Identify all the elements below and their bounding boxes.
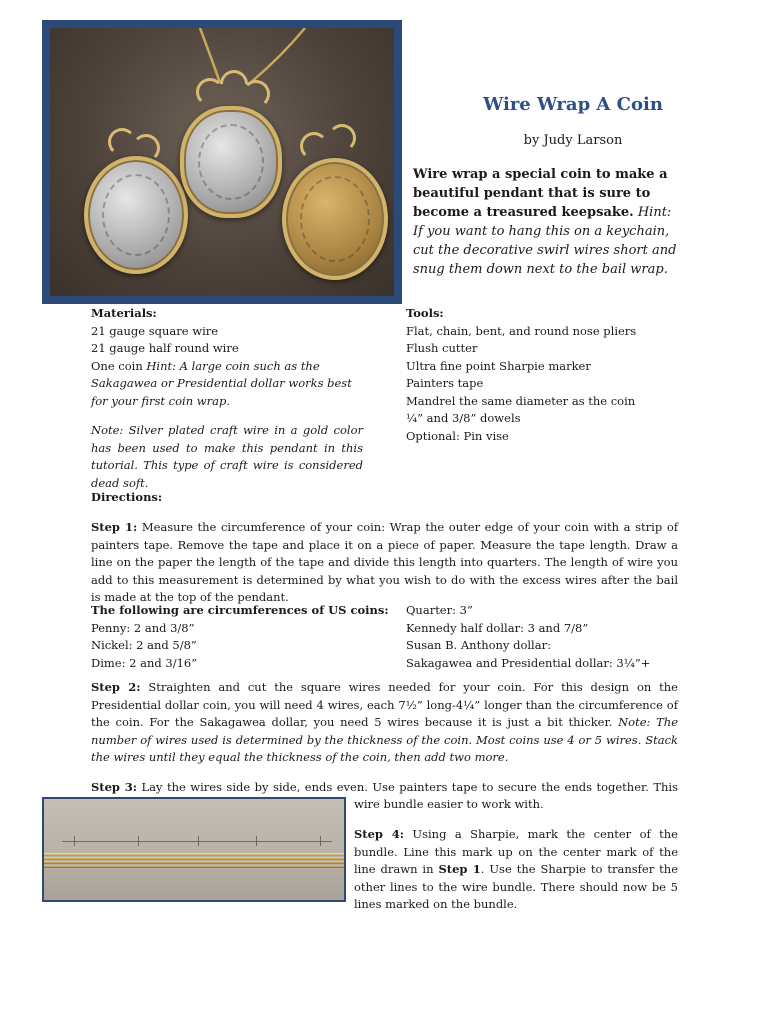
step-3-continued: wire bundle easier to work with. xyxy=(354,797,544,811)
materials-note-text: Silver plated craft wire in a gold color has been used to make this pendant in this tutorial. This type of craft wire is considered dead soft. xyxy=(91,423,363,490)
line-mark xyxy=(198,836,199,846)
line-mark xyxy=(256,836,257,846)
photo-background xyxy=(50,28,394,296)
step-4 xyxy=(354,826,678,914)
materials-heading: Materials: xyxy=(91,306,157,320)
wire-bundle-photo xyxy=(42,797,346,902)
intro-text: Wire wrap a special coin to make a beautiful pendant that is sure to become a treasured keepsake. xyxy=(413,167,668,220)
tools-section xyxy=(406,305,706,445)
gold-coin-pendant xyxy=(282,158,388,280)
tools-item: ¼” and 3/8” dowels xyxy=(406,411,521,425)
intro-hint-text: If you want to hang this on a keychain, cut the decorative swirl wires short and snug them down next to the bail wrap. xyxy=(413,224,677,277)
swirl-icon xyxy=(132,134,160,162)
coin-size: Quarter: 3” xyxy=(406,603,473,617)
coin-size: Nickel: 2 and 5/8” xyxy=(91,638,197,652)
wire-strand xyxy=(44,861,344,864)
wire-strand xyxy=(44,853,344,856)
materials-item: 21 gauge half round wire xyxy=(91,341,239,355)
photo-background xyxy=(44,799,344,900)
step-2-label: Step 2: xyxy=(91,680,141,694)
step-4-text-end: . Use the Sharpie to transfer the other lines to the wire bundle. There should now be 5 lines marked on the bundle. xyxy=(354,862,679,911)
coin-circumferences-right xyxy=(406,602,706,672)
step-3-label: Step 3: xyxy=(91,780,138,794)
materials-section xyxy=(91,305,363,492)
step-2-text: Straighten and cut the square wires needed for your coin. For this design on the Presidential dollar coin, you will need 4 wires, each 7½” long-4¼” longer than the circumference of the coin. For the Sakagawea dollar, you need 5 wires because it is just a bit thicker. xyxy=(91,680,678,729)
tools-heading: Tools: xyxy=(406,306,444,320)
page-title: Wire Wrap A Coin xyxy=(483,94,663,115)
step-1-text: Measure the circumference of your coin: Wrap the outer edge of your coin with a strip of painters tape. Remove the tape and place it on a piece of paper. Measure the tape length. Draw a line on the paper the length of the tape and divide this length into quarters. The length of wire you add to this measurement is determined by what you wish to do with the excess wires after the bail is made at the top of the pendant. xyxy=(91,520,679,604)
swirl-icon xyxy=(328,124,356,152)
tools-item: Flush cutter xyxy=(406,341,478,355)
tools-item: Painters tape xyxy=(406,376,484,390)
line-mark xyxy=(138,836,139,846)
materials-coin-hint: Hint: A large coin such as the Sakagawea or Presidential dollar works best for your first coin wrap. xyxy=(91,358,352,408)
intro-hint-label: Hint: xyxy=(637,205,672,220)
tools-item: Ultra fine point Sharpie marker xyxy=(406,358,591,373)
coin-size: Dime: 2 and 3/16” xyxy=(91,655,198,670)
intro-paragraph xyxy=(413,165,679,279)
coin-size: Sakagawea and Presidential dollar: 3¼”+ xyxy=(406,655,651,670)
step-4-text: Using a Sharpie, mark the center of the bundle. Line this mark up on the center mark of the line drawn in xyxy=(354,827,678,876)
directions-heading: Directions: xyxy=(91,490,163,504)
materials-coin: One coin xyxy=(91,358,143,373)
pendant-photo xyxy=(42,20,402,304)
wire-strand xyxy=(44,865,344,868)
step-2-note: Note: The number of wires used is determined by the thickness of the coin. Most coins use 4 or 5 wires. Stack the wires until they equal the thickness of the coin, then add two more. xyxy=(91,715,679,764)
materials-note-label: Note: xyxy=(91,423,124,437)
tools-item: Optional: Pin vise xyxy=(406,428,509,443)
swirl-icon xyxy=(242,80,270,108)
step-1 xyxy=(91,519,678,607)
author-byline: by Judy Larson xyxy=(523,133,623,148)
coins-heading: The following are circumferences of US coins: xyxy=(91,603,389,617)
step-1-label: Step 1: xyxy=(91,520,138,534)
coin-circumferences-left xyxy=(91,602,391,672)
coin-size: Penny: 2 and 3/8” xyxy=(91,620,195,635)
step-2 xyxy=(91,679,678,767)
coin-size: Susan B. Anthony dollar: xyxy=(406,638,551,652)
step-3-text: Lay the wires side by side, ends even. Use painters tape to secure the ends together. This xyxy=(141,780,678,794)
swirl-icon xyxy=(300,132,328,160)
drawn-line xyxy=(62,841,332,842)
coin-size: Kennedy half dollar: 3 and 7/8” xyxy=(406,620,589,635)
wire-strand xyxy=(44,857,344,860)
line-mark xyxy=(320,836,321,846)
center-coin-pendant xyxy=(180,106,282,218)
line-mark xyxy=(74,836,75,846)
tools-item: Mandrel the same diameter as the coin xyxy=(406,393,636,408)
silver-coin-pendant xyxy=(84,156,188,274)
step-4-label: Step 4: xyxy=(354,827,404,841)
step-4-reference: Step 1 xyxy=(438,862,481,876)
materials-item: 21 gauge square wire xyxy=(91,323,219,338)
tools-item: Flat, chain, bent, and round nose pliers xyxy=(406,323,637,338)
